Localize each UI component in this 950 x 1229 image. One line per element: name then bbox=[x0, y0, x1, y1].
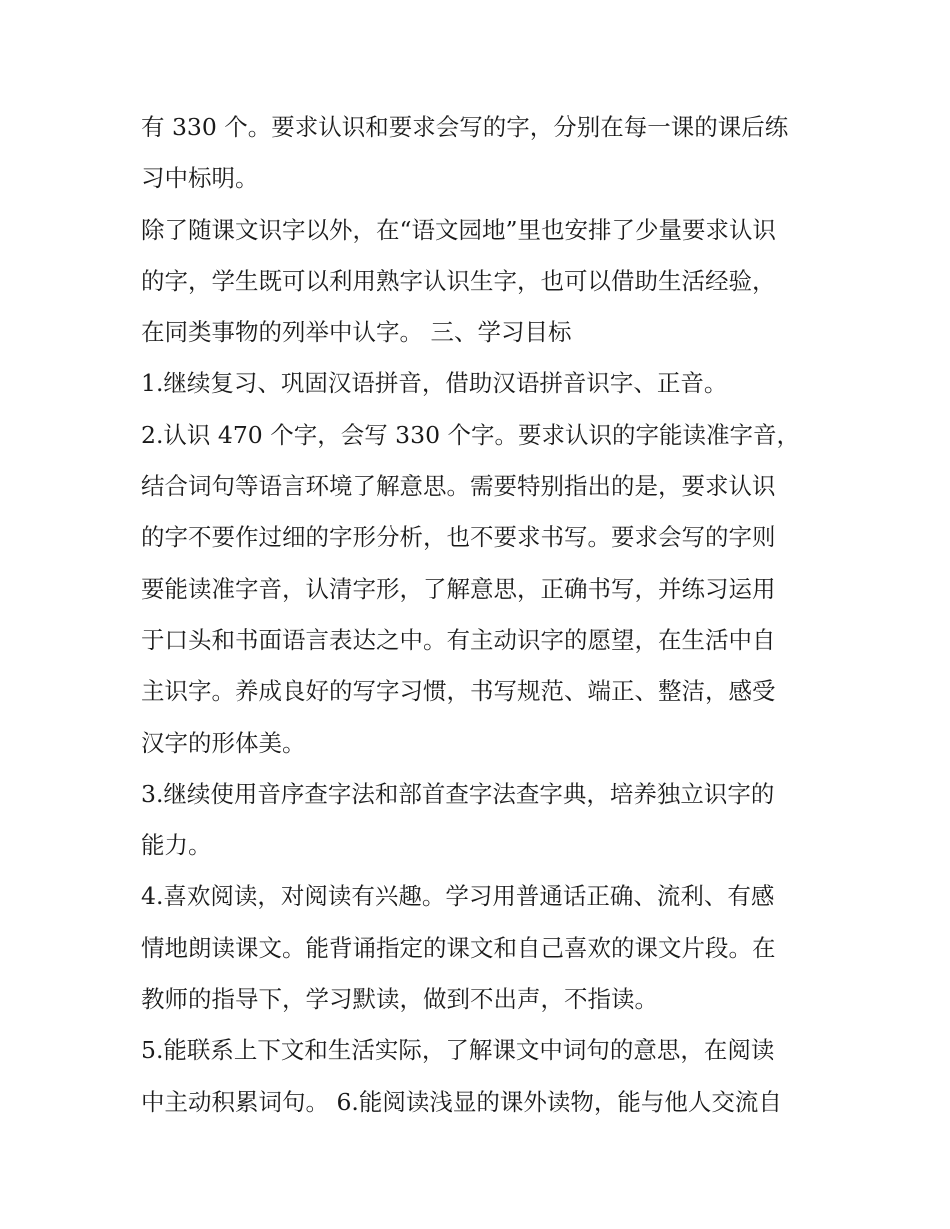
text-line: 除了随课文识字以外，在“语文园地”里也安排了少量要求认识 bbox=[141, 215, 777, 244]
text-line: 1.继续复习、巩固汉语拼音，借助汉语拼音识字、正音。 bbox=[141, 369, 728, 398]
text-line: 5.能联系上下文和生活实际，了解课文中词句的意思，在阅读 bbox=[141, 1036, 775, 1065]
text-line: 能力。 bbox=[141, 831, 212, 860]
text-line: 习中标明。 bbox=[141, 164, 259, 193]
text-line: 情地朗读课文。能背诵指定的课文和自己喜欢的课文片段。在 bbox=[141, 933, 776, 962]
text-line: 要能读准字音，认清字形，了解意思，正确书写，并练习运用 bbox=[141, 574, 776, 603]
text-line: 于口头和书面语言表达之中。有主动识字的愿望，在生活中自 bbox=[141, 625, 776, 654]
text-line: 中主动积累词句。 6.能阅读浅显的课外读物，能与他人交流自 bbox=[141, 1087, 782, 1116]
document-body bbox=[141, 102, 816, 1128]
text-line: 在同类事物的列举中认字。 三、学习目标 bbox=[141, 318, 572, 347]
text-line: 有 330 个。要求认识和要求会写的字，分别在每一课的课后练 bbox=[141, 113, 789, 141]
text-line: 3.继续使用音序查字法和部首查字法查字典，培养独立识字的 bbox=[141, 779, 775, 808]
text-line: 主识字。养成良好的写字习惯，书写规范、端正、整洁，感受 bbox=[141, 677, 776, 706]
text-line: 汉字的形体美。 bbox=[141, 728, 306, 757]
text-line: 教师的指导下，学习默读，做到不出声，不指读。 bbox=[141, 985, 658, 1014]
text-line: 结合词句等语言环境了解意思。需要特别指出的是，要求认识 bbox=[141, 472, 776, 501]
text-line: 2.认识 470 个字，会写 330 个字。要求认识的字能读准字音， bbox=[141, 420, 801, 449]
text-line: 的字不要作过细的字形分析，也不要求书写。要求会写的字则 bbox=[141, 523, 776, 552]
text-line: 的字，学生既可以利用熟字认识生字，也可以借助生活经验， bbox=[141, 266, 776, 295]
text-line: 4.喜欢阅读，对阅读有兴趣。学习用普通话正确、流利、有感 bbox=[141, 882, 775, 911]
